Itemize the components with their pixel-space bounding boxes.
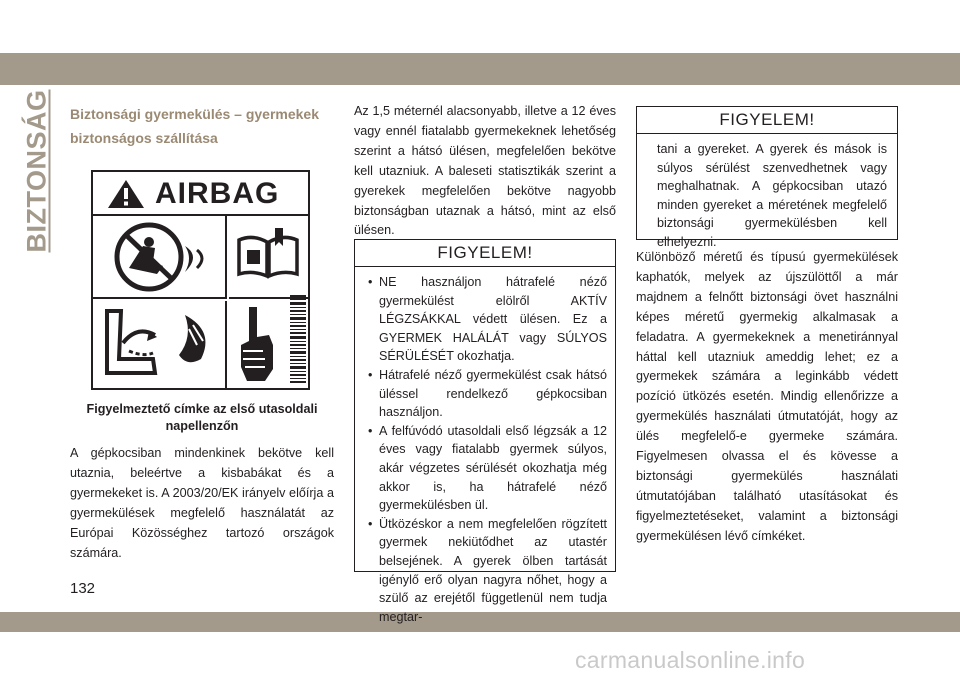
column-3 <box>636 106 898 547</box>
warning-item: • Ütközéskor a nem megfelelően rögzített gyermek nekiütődhet az utastér belsejének. A gyerek ölben tartását igénylő erő olyan nagyra nőhet, hogy a szülő az erejétől függetlenül nem tudja megtar- <box>363 515 607 627</box>
airbag-warning-label <box>91 170 310 390</box>
column-1 <box>70 102 334 560</box>
barcode-graphic <box>290 295 306 383</box>
hand-warning-icon <box>229 301 287 388</box>
warning-box-2-title: FIGYELEM! <box>637 107 897 134</box>
warning-continuation: tani a gyereket. A gyerek és mások is súlyos sérülést szenvedhetnek vagy meghalhatnak. A gépkocsiban utazó minden gyereket a méretének megfelelő biztonsági gyermekülésben kell elhelyezni. <box>657 142 887 249</box>
top-band <box>0 53 960 85</box>
figure-caption: Figyelmeztető címke az első utasoldali napellenzőn <box>86 402 318 433</box>
warning-box-2 <box>636 106 898 249</box>
warning-box-1-title: FIGYELEM! <box>355 240 615 267</box>
label-cell-hand-sign <box>229 301 287 388</box>
section-side-tab <box>21 89 52 253</box>
rear-seat-paragraph: Az 1,5 méternél alacsonyabb, illetve a 12 éves vagy ennél fiatalabb gyermekeknek lehetőség szerint a hátsó ülésen, megfelelően bekötve kell utazniuk. A baleseti statisztikák szerint a gyerekek megfelelően bekötve nagyobb biztonságban utaznak a hátsó, mint az első ülésen. <box>354 104 616 238</box>
label-title: AIRBAG <box>155 177 280 210</box>
no-rear-facing-seat-icon <box>93 216 225 297</box>
label-header <box>93 172 308 216</box>
warning-item: • NE használjon hátrafelé néző gyermekülést elölről AKTÍV LÉGZSÁKKAL védett ülésen. Ez a GYERMEK HALÁLÁT vagy SÚLYOS SÉRÜLÉSÉT okozhatja. <box>363 273 607 366</box>
label-cell-no-rear-seat <box>93 216 227 299</box>
section-side-tab-label: BIZTONSÁG <box>21 89 52 253</box>
warning-list <box>355 267 615 632</box>
warning-item: • Hátrafelé néző gyermekülést csak hátsó üléssel rendelkező gépkocsiban használjon. <box>363 366 607 422</box>
warning-triangle-icon <box>107 179 145 209</box>
warning-box-1 <box>354 239 616 624</box>
warning-item: • A felfúvódó utasoldali első légzsák a 12 éves vagy fiatalabb gyermek súlyos, akár végzetes sérülését okozhatja még akkor is, ha hátrafelé néző gyermekülésben ül. <box>363 422 607 515</box>
page-number: 132 <box>70 580 96 597</box>
label-cell-airbag-seat <box>93 301 227 388</box>
seat-types-paragraph: Különböző méretű és típusú gyermekülések kaphatók, melyek az újszülöttől a már majdnem a felnőtt biztonsági övet használni képes méretű gyermekig alkalmasak a feladatra. A gyermekeknek a menetiránnyal háttal kell utazniuk ameddig lehet; ez a gyermekek számára a leginkább védett pozíció ütközés esetén. Mindig ellenőrizze a gyermekülés használati útmutatóját, hogy az ülés megfelelő-e gyermeke számára. Figyelmesen olvassa el és kövesse a biztonsági gyermekülés használati útmutatójában található utasításokat és figyelmeztetéseket, valamint a biztonsági gyermekülésen lévő címkéket. <box>636 250 898 543</box>
read-manual-book-icon <box>229 216 308 297</box>
site-watermark: carmanualsonline.info <box>575 647 806 673</box>
column-2 <box>354 102 616 624</box>
label-cell-manual <box>229 216 308 299</box>
intro-paragraph: A gépkocsiban mindenkinek bekötve kell utaznia, beleértve a kisbabákat és a gyermekeket is. A 2003/20/EK irányelv előírja a gyermekülések megfelelő használatát az Európai Közösséghez tartozó országok számára. <box>70 446 334 560</box>
section-heading: Biztonsági gyermekülés – gyermekek biztonságos szállítása <box>70 106 320 146</box>
airbag-deploy-seat-icon <box>93 301 225 388</box>
